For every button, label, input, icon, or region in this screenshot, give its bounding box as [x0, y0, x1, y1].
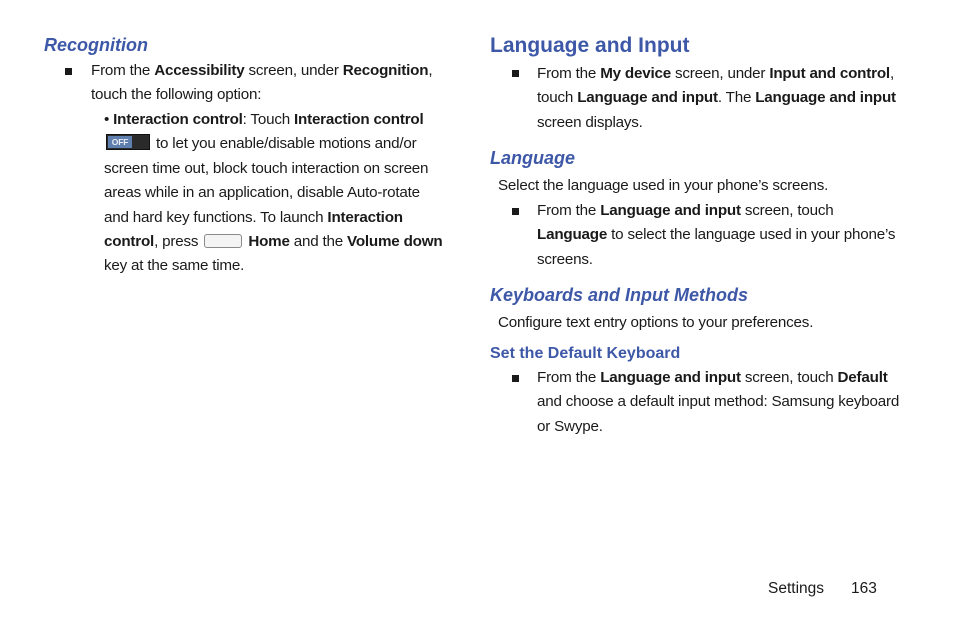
toggle-switch-off-icon: OFF	[106, 134, 150, 150]
default-keyboard-step: From the Language and input screen, touch Default and choose a default input method: Samsung keyboard or Swype.	[537, 369, 900, 435]
bullet-square	[512, 208, 519, 215]
language-step: From the Language and input screen, touch Language to select the language used in your phone’s screens.	[537, 202, 896, 268]
page-number: 163	[851, 580, 877, 597]
language-heading: Language	[490, 148, 576, 168]
language-description: Select the language used in your phone’s screens.	[498, 177, 829, 194]
bullet-square	[65, 68, 72, 75]
keyboards-description: Configure text entry options to your preferences.	[498, 314, 814, 331]
interaction-control-option: • Interaction control: Touch Interaction control OFF to let you enable/disable motions and/or screen time out, block touch interaction on screen areas while in an application, disable Auto-rotate and hard key functions. To launch Interaction control, press Home and the Volume down key at the same time.	[104, 111, 443, 275]
default-keyboard-heading: Set the Default Keyboard	[490, 345, 681, 362]
home-key-icon	[204, 234, 242, 248]
footer-section: Settings	[768, 580, 825, 597]
page-title: Language and Input	[490, 34, 690, 57]
language-input-intro: From the My device screen, under Input and control, touch Language and input. The Language and input screen displays.	[537, 65, 896, 131]
bullet-square	[512, 70, 519, 77]
recognition-heading: Recognition	[44, 35, 148, 55]
recognition-intro: From the Accessibility screen, under Recognition, touch the following option:	[91, 62, 433, 104]
bullet-square	[512, 375, 519, 382]
keyboards-heading: Keyboards and Input Methods	[490, 285, 749, 305]
